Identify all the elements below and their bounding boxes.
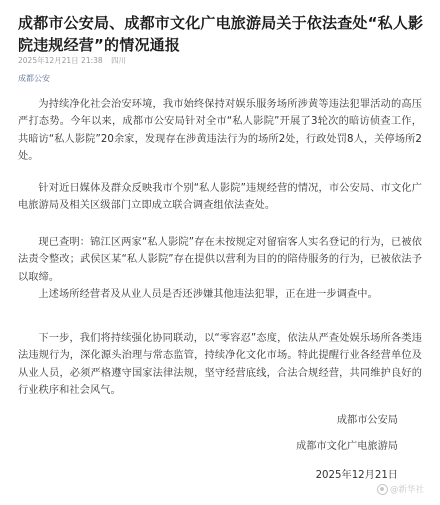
paragraph-4: 上述场所经营者及从业人员是否还涉嫌其他违法犯罪，正在进一步调查中。	[38, 289, 378, 301]
article-meta	[18, 55, 132, 66]
publish-location: 四川	[111, 56, 127, 65]
publish-time: 2025年12月21日 21:38	[18, 56, 103, 65]
signature-date: 2025年12月21日	[315, 470, 398, 481]
paragraph-5: 下一步，我们将持续强化协同联动，以“零容忍”态度，依法从严查处娱乐场所各类违法违规行为，深化源头治理与常态监管，持续净化文化市场。特此提醒行业各经营单位及从业人员，必须严格遵守国家法律法规，坚守经营底线，合法合规经营，共同维护良好的行业秩序和社会风气。	[18, 333, 422, 397]
paragraph-3: 现已查明：锦江区两家“私人影院”存在未按规定对留宿客人实名登记的行为，已被依法责令整改；武侯区某“私人影院”存在提供以营利为目的的陪侍服务的行为，已被依法予以取缔。	[18, 237, 422, 283]
weibo-icon	[377, 484, 388, 495]
source-account-link[interactable]: 成都公安	[18, 74, 50, 83]
watermark-text: @新华社	[389, 485, 424, 495]
paragraph-1: 为持续净化社会治安环境，我市始终保持对娱乐服务场所涉黄等违法犯罪活动的高压严打态势。今年以来，成都市公安局针对全市“私人影院”开展了3轮次的暗访侦查工作，共暗访“私人影院”20余家，发现存在涉黄违法行为的场所2处，行政处罚8人，关停场所2处。	[18, 99, 422, 163]
signature-org-police: 成都市公安局	[336, 415, 398, 426]
watermark	[377, 483, 424, 495]
signature-org-culture: 成都市文化广电旅游局	[296, 441, 398, 452]
paragraph-2: 针对近日媒体及群众反映我市个别“私人影院”违规经营的情况，市公安局、市文化广电旅游局及相关区级部门立即成立联合调查组依法查处。	[18, 183, 422, 212]
article-title: 成都市公安局、成都市文化广电旅游局关于依法查处“私人影院违规经营”的情况通报	[18, 14, 424, 54]
